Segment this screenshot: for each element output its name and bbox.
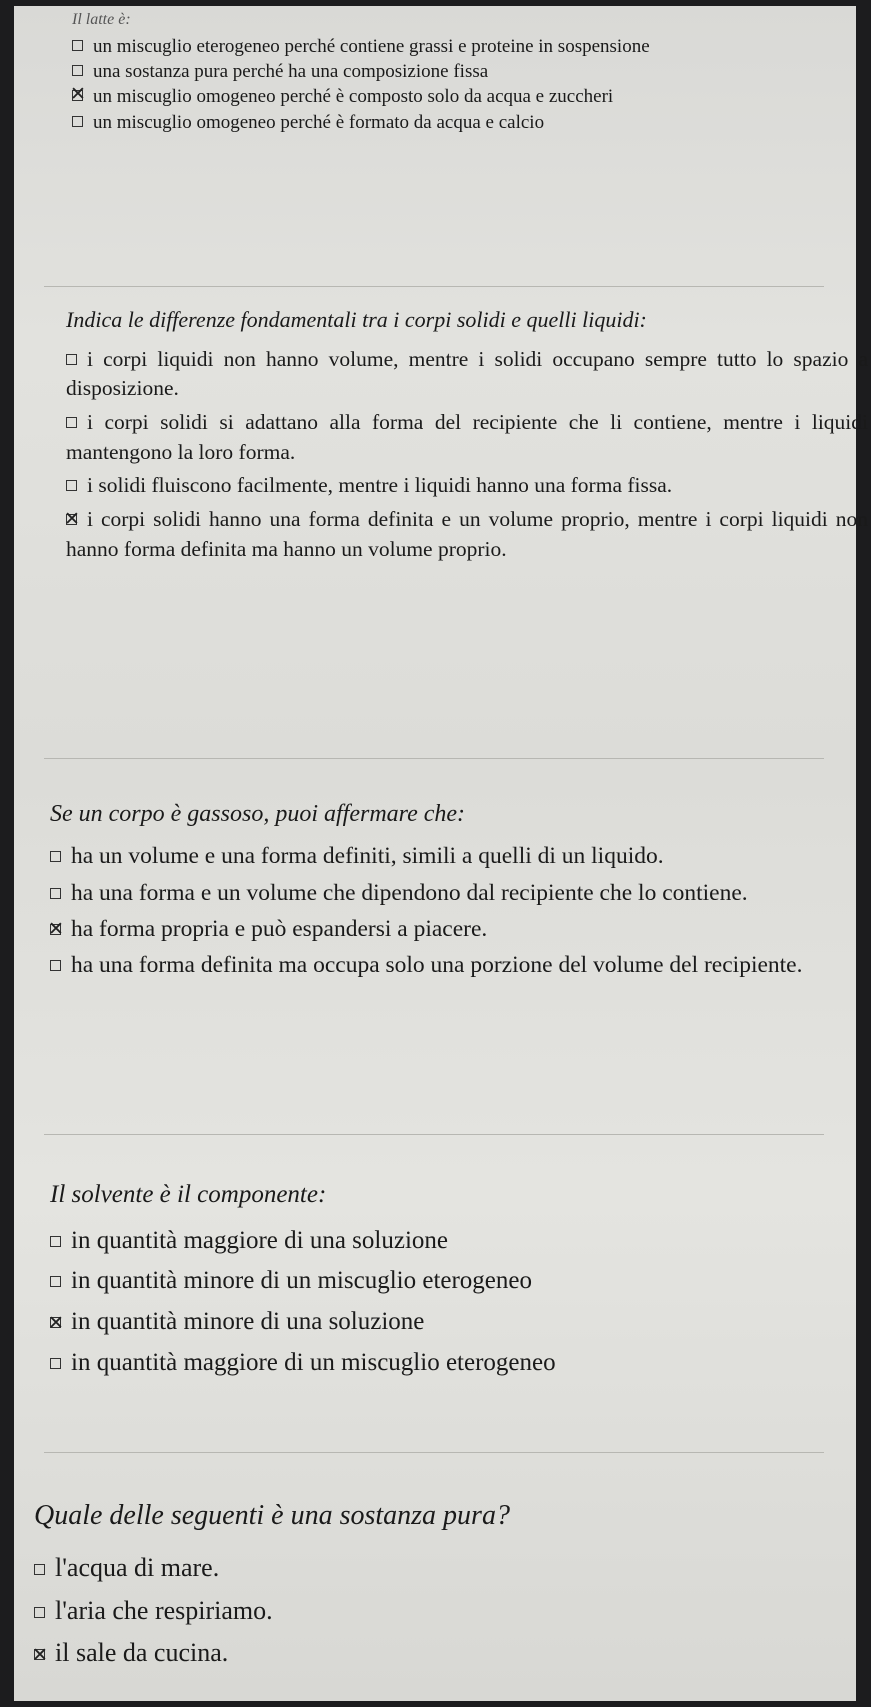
question-4 [14, 1179, 871, 1385]
option-text: in quantità maggiore di un miscuglio eterogeneo [71, 1348, 556, 1376]
option-5b[interactable] [34, 1591, 871, 1631]
checked-checkbox-icon[interactable] [66, 514, 77, 525]
option-5c[interactable] [34, 1633, 871, 1673]
option-4a[interactable] [50, 1222, 871, 1261]
quiz-sheet [14, 6, 868, 1701]
option-5a[interactable] [34, 1548, 871, 1588]
option-text: ha un volume e una forma definiti, simili a quelli di un liquido. [71, 843, 664, 870]
option-4c[interactable] [50, 1303, 871, 1342]
checkbox-icon[interactable] [50, 1236, 61, 1247]
checkbox-icon[interactable] [50, 960, 61, 971]
checkbox-icon[interactable] [50, 888, 61, 899]
checkbox-icon[interactable] [72, 116, 83, 127]
option-text: ha forma propria e può espandersi a piacere. [71, 916, 488, 943]
divider [44, 1134, 824, 1135]
option-3b[interactable] [50, 877, 871, 909]
option-3a[interactable] [50, 840, 871, 872]
question-3 [14, 799, 871, 986]
checked-checkbox-icon[interactable] [50, 1317, 61, 1328]
question-2 [14, 306, 871, 568]
checkbox-icon[interactable] [72, 65, 83, 76]
option-text: i corpi solidi si adattano alla forma del recipiente che li contiene, mentre i liquidi mantengono la loro forma. [66, 409, 868, 464]
option-2d[interactable] [66, 505, 871, 564]
checked-checkbox-icon[interactable] [72, 90, 83, 101]
question-title: Indica le differenze fondamentali tra i corpi solidi e quelli liquidi: [66, 307, 647, 332]
option-text: ha una forma definita ma occupa solo una porzione del volume del recipiente. [71, 952, 803, 979]
question-title: Se un corpo è gassoso, puoi affermare che: [50, 801, 466, 827]
option-1d[interactable] [72, 111, 871, 135]
checkbox-icon[interactable] [34, 1564, 45, 1575]
option-text: i corpi solidi hanno una forma definita e un volume proprio, mentre i corpi liquidi non hanno forma definita ma hanno un volume proprio. [66, 506, 868, 561]
question-1 [14, 10, 871, 136]
checkbox-icon[interactable] [50, 1358, 61, 1369]
option-text: un miscuglio omogeneo perché è composto solo da acqua e zuccheri [93, 86, 614, 108]
option-text: in quantità minore di una soluzione [71, 1308, 425, 1335]
option-2a[interactable] [66, 345, 871, 404]
checkbox-icon[interactable] [50, 1276, 61, 1287]
checkbox-icon[interactable] [66, 480, 77, 491]
divider [44, 286, 824, 287]
option-text: in quantità minore di un miscuglio eterogeneo [71, 1267, 532, 1295]
question-title: Quale delle seguenti è una sostanza pura? [34, 1500, 510, 1531]
checkbox-icon[interactable] [72, 40, 83, 51]
option-text: i solidi fluiscono facilmente, mentre i liquidi hanno una forma fissa. [87, 473, 673, 498]
option-3d[interactable] [50, 949, 871, 981]
option-text: un miscuglio eterogeneo perché contiene grassi e proteine in sospensione [93, 35, 650, 57]
option-3c[interactable] [50, 913, 871, 945]
checked-checkbox-icon[interactable] [34, 1649, 45, 1660]
option-text: i corpi liquidi non hanno volume, mentre i solidi occupano sempre tutto lo spazio a disposizione. [66, 346, 868, 401]
checkbox-icon[interactable] [66, 354, 77, 365]
option-1b[interactable] [72, 60, 871, 84]
option-text: l'aria che respiriamo. [55, 1595, 273, 1625]
question-title: Il solvente è il componente: [50, 1181, 327, 1208]
option-4d[interactable] [50, 1344, 871, 1383]
checked-checkbox-icon[interactable] [50, 924, 61, 935]
divider [44, 758, 824, 759]
option-text: il sale da cucina. [55, 1637, 229, 1667]
option-2b[interactable] [66, 408, 871, 467]
option-1c[interactable] [72, 85, 871, 109]
option-text: un miscuglio omogeneo perché è formato da acqua e calcio [93, 111, 545, 133]
option-4b[interactable] [50, 1262, 871, 1301]
option-text: ha una forma e un volume che dipendono dal recipiente che lo contiene. [71, 879, 748, 906]
question-5 [14, 1498, 871, 1675]
option-2c[interactable] [66, 471, 871, 501]
option-text: in quantità maggiore di una soluzione [71, 1226, 448, 1254]
option-text: l'acqua di mare. [55, 1553, 220, 1583]
checkbox-icon[interactable] [34, 1607, 45, 1618]
option-text: una sostanza pura perché ha una composizione fissa [93, 61, 489, 83]
question-title: Il latte è: [72, 11, 131, 28]
checkbox-icon[interactable] [66, 417, 77, 428]
option-1a[interactable] [72, 35, 871, 59]
checkbox-icon[interactable] [50, 851, 61, 862]
divider [44, 1452, 824, 1453]
